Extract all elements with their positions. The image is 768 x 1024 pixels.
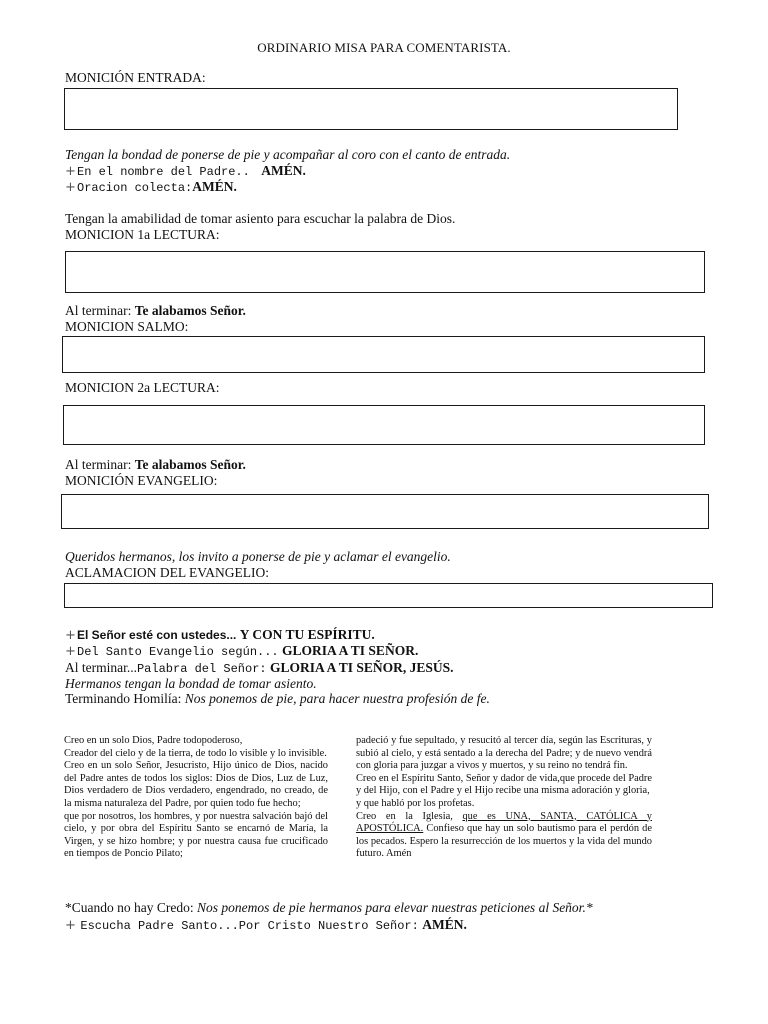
evangelio-textbox[interactable] <box>61 494 709 529</box>
homilia-line <box>65 691 490 707</box>
lectura1-textbox[interactable] <box>65 251 705 293</box>
escucha-text: Escucha Padre Santo...Por Cristo Nuestro Señor: <box>80 919 419 933</box>
lectura2-label: MONICION 2a LECTURA: <box>65 380 220 395</box>
senor-ustedes-response: Y CON TU ESPÍRITU. <box>239 627 375 642</box>
credo-paragraph: Creo en el Espíritu Santo, Señor y dador de vida,que procede del Padre y del Hijo, con el Padre y el Hijo recibe una misma adoración y gloria, <box>356 772 652 797</box>
oracion-colecta-response: AMÉN. <box>192 179 237 194</box>
aclamacion-textbox[interactable] <box>64 583 713 608</box>
palabra-senor-response: GLORIA A TI SEÑOR, JESÚS. <box>269 660 454 675</box>
entrada-instruction: Tengan la bondad de ponerse de pie y acompañar al coro con el canto de entrada. <box>65 147 511 162</box>
santo-evangelio-text: Del Santo Evangelio según... <box>77 645 279 659</box>
evangelio-instruction: Queridos hermanos, los invito a ponerse de pie y aclamar el evangelio. <box>65 549 451 564</box>
cross-icon: + <box>65 628 76 643</box>
credo-iglesia-underlined: que es UNA, SANTA, CATÓLICA y APOSTÓLICA. <box>356 810 652 835</box>
salmo-label: MONICION SALMO: <box>65 319 189 334</box>
terminar2-line <box>65 457 246 473</box>
credo-paragraph: padeció y fue sepultado, y resucitó al tercer día, según las Escrituras, y subió al cielo, y está sentado a la derecha del Padre; y de nuevo vendrá con gloria para juzgar a vivos y muertos, y su reino no tendrá fin. <box>356 735 652 772</box>
escucha-line <box>65 917 467 933</box>
aclamacion-label: ACLAMACION DEL EVANGELIO: <box>65 565 269 580</box>
senor-ustedes-line <box>65 627 375 643</box>
entrada-textbox[interactable] <box>64 88 678 130</box>
terminar3-line <box>65 660 454 676</box>
credo-iglesia-prefix: Creo en la Iglesia, <box>356 810 453 822</box>
credo-paragraph-iglesia <box>356 811 652 861</box>
santo-evangelio-response: GLORIA A TI SEÑOR. <box>282 643 419 658</box>
credo-paragraph: y que habló por los profetas. <box>356 797 475 809</box>
credo-paragraph: Creo en un solo Señor, Jesucristo, Hijo único de Dios, nacido del Padre antes de todos los siglos: Dios de Dios, Luz de Luz, Dios verdadero de Dios verdadero, engendrado, no creado, de la misma naturaleza del Padre, por quien todo fue hecho; <box>64 760 328 809</box>
nombre-padre-response: AMÉN. <box>261 163 306 178</box>
page-title: ORDINARIO MISA PARA COMENTARISTA. <box>257 40 511 55</box>
cross-icon: + <box>65 918 76 933</box>
credo-right-column <box>356 735 652 861</box>
terminar1-prefix: Al terminar: <box>65 303 132 318</box>
asiento2-instruction: Hermanos tengan la bondad de tomar asiento. <box>65 676 317 691</box>
asiento-instruction: Tengan la amabilidad de tomar asiento para escuchar la palabra de Dios. <box>65 211 456 226</box>
credo-iglesia-suffix: Confieso que hay un solo bautismo para el perdón de los pecados. Espero la resurrección de los muertos y la vida del mundo futuro. Amén <box>356 823 652 860</box>
terminar3-prefix: Al terminar... <box>65 660 137 675</box>
santo-evangelio-line <box>65 643 418 659</box>
credo-paragraph: Creo en un solo Dios, Padre todopoderoso, <box>64 735 243 746</box>
credo-left-column <box>64 735 328 861</box>
lectura1-label: MONICION 1a LECTURA: <box>65 227 220 242</box>
credo-paragraph: Creador del cielo y de la tierra, de todo lo visible y lo invisible. <box>64 747 327 759</box>
senor-ustedes-text: El Señor esté con ustedes... <box>77 628 237 642</box>
cross-icon: + <box>65 180 76 195</box>
terminar2-response: Te alabamos Señor. <box>134 457 246 472</box>
oracion-colecta-text: Oracion colecta: <box>77 181 193 195</box>
homilia-text: Nos ponemos de pie, para hacer nuestra profesión de fe. <box>184 691 490 706</box>
terminar1-line <box>65 303 246 319</box>
evangelio-label: MONICIÓN EVANGELIO: <box>65 473 218 488</box>
no-credo-line <box>65 900 593 916</box>
escucha-response: AMÉN. <box>422 917 467 932</box>
oracion-colecta-line <box>65 179 237 195</box>
homilia-prefix: Terminando Homilía: <box>65 691 182 706</box>
no-credo-text: Nos ponemos de pie hermanos para elevar nuestras peticiones al Señor.* <box>196 900 593 915</box>
cross-icon: + <box>65 164 76 179</box>
terminar2-prefix: Al terminar: <box>65 457 132 472</box>
no-credo-prefix: *Cuando no hay Credo: <box>65 900 194 915</box>
terminar1-response: Te alabamos Señor. <box>134 303 246 318</box>
salmo-textbox[interactable] <box>62 336 705 373</box>
nombre-padre-line <box>65 163 306 179</box>
credo-paragraph: que por nosotros, los hombres, y por nuestra salvación bajó del cielo, y por obra del Espíritu Santo se encarnó de María, la Virgen, y se hizo hombre; y por nuestra causa fue crucificado en tiempos de Poncio Pilato; <box>64 810 328 860</box>
entrada-label: MONICIÓN ENTRADA: <box>65 70 206 85</box>
cross-icon: + <box>65 644 76 659</box>
palabra-senor-text: Palabra del Señor: <box>136 662 267 676</box>
nombre-padre-text: En el nombre del Padre.. <box>77 165 250 179</box>
lectura2-textbox[interactable] <box>63 405 705 445</box>
